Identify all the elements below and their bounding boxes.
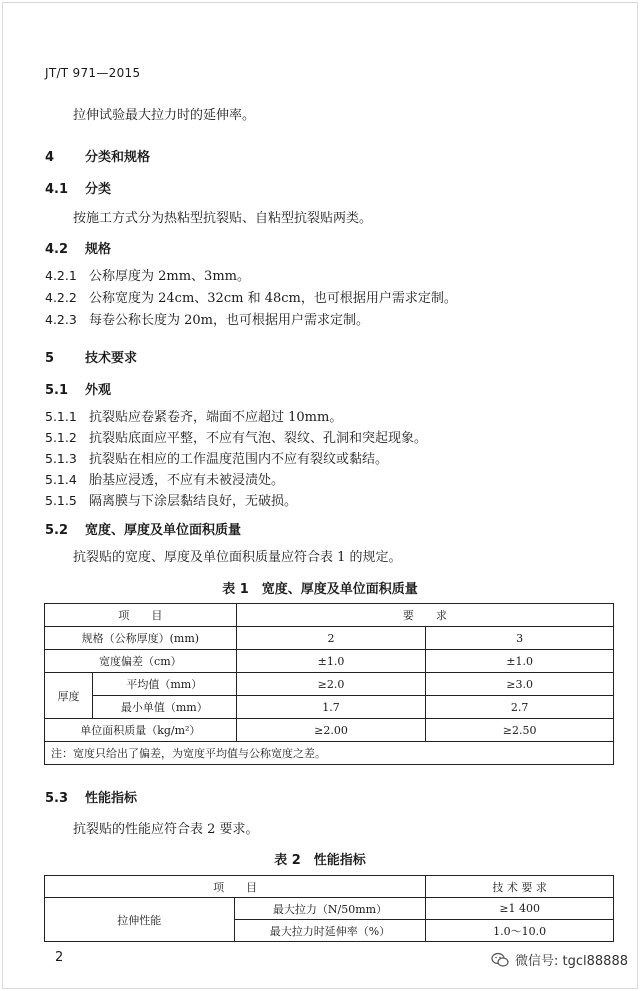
table-1-note: 注：宽度只给出了偏差，为宽度平均值与公称宽度之差。 — [45, 742, 614, 765]
table-2-head-requirement: 技 术 要 求 — [426, 876, 614, 898]
clause-4-2-2: 4.2.2 公称宽度为 24cm、32cm 和 48cm，也可根据用户需求定制。 — [45, 290, 457, 306]
table-1-cell: 3 — [426, 627, 614, 650]
table-2 — [44, 875, 614, 942]
section-5-3-heading: 5.3 性能指标 — [45, 791, 138, 806]
section-5-2-text: 抗裂贴的宽度、厚度及单位面积质量应符合表 1 的规定。 — [73, 550, 402, 565]
section-5-3-text: 抗裂贴的性能应符合表 2 要求。 — [73, 822, 259, 837]
table-1-min-label: 最小单值（mm） — [92, 696, 236, 719]
table-1-width-label: 宽度偏差（cm） — [45, 650, 237, 673]
table-1-thickness-label: 厚度 — [45, 673, 93, 719]
table-1-avg-label: 平均值（mm） — [92, 673, 236, 696]
table-1-head-item: 项 目 — [45, 604, 237, 627]
clause-4-2-3: 4.2.3 每卷公称长度为 20m，也可根据用户需求定制。 — [45, 312, 370, 328]
clause-5-1-1: 5.1.1 抗裂贴应卷紧卷齐，端面不应超过 10mm。 — [45, 409, 343, 425]
table-2-head-item: 项 目 — [45, 876, 426, 898]
table-1-head-requirement: 要 求 — [236, 604, 613, 627]
table-2-elongation-label: 最大拉力时延伸率（%） — [234, 920, 426, 942]
page-number: 2 — [55, 950, 64, 965]
clause-5-1-2: 5.1.2 抗裂贴底面应平整，不应有气泡、裂纹、孔洞和突起现象。 — [45, 430, 428, 446]
section-5-1-heading: 5.1 外观 — [45, 383, 112, 398]
table-2-force-label: 最大拉力（N/50mm） — [234, 898, 426, 920]
table-2-caption: 表 2 性能指标 — [274, 853, 366, 868]
table-1-cell: 2 — [236, 627, 426, 650]
table-1-spec-label: 规格（公称厚度）(mm) — [45, 627, 237, 650]
table-1-cell: ≥2.50 — [426, 719, 614, 742]
table-1-caption: 表 1 宽度、厚度及单位面积质量 — [222, 582, 418, 597]
table-1-cell: 2.7 — [426, 696, 614, 719]
table-1-cell: 1.7 — [236, 696, 426, 719]
clause-4-2-1: 4.2.1 公称厚度为 2mm、3mm。 — [45, 268, 250, 284]
clause-5-1-3: 5.1.3 抗裂贴在相应的工作温度范围内不应有裂纹或黏结。 — [45, 451, 389, 467]
section-4-2-heading: 4.2 规格 — [45, 242, 112, 257]
table-2-cell: 1.0～10.0 — [426, 920, 614, 942]
table-1 — [44, 603, 614, 765]
wechat-icon — [491, 952, 509, 968]
table-1-cell: ±1.0 — [236, 650, 426, 673]
clause-5-1-5: 5.1.5 隔离膜与下涂层黏结良好，无破损。 — [45, 493, 298, 509]
table-2-cell: ≥1 400 — [426, 898, 614, 920]
section-4-heading: 4 分类和规格 — [45, 150, 151, 165]
clause-5-1-4: 5.1.4 胎基应浸透，不应有未被浸渍处。 — [45, 472, 285, 488]
section-5-heading: 5 技术要求 — [45, 351, 138, 366]
table-1-cell: ≥3.0 — [426, 673, 614, 696]
section-4-1-heading: 4.1 分类 — [45, 182, 112, 197]
watermark — [491, 950, 628, 969]
section-5-2-heading: 5.2 宽度、厚度及单位面积质量 — [45, 523, 242, 538]
paragraph-continuation: 拉伸试验最大拉力时的延伸率。 — [73, 108, 256, 123]
table-1-mass-label: 单位面积质量（kg/m²） — [45, 719, 237, 742]
table-1-cell: ±1.0 — [426, 650, 614, 673]
section-4-1-text: 按施工方式分为热粘型抗裂贴、自粘型抗裂贴两类。 — [73, 211, 373, 226]
table-1-cell: ≥2.00 — [236, 719, 426, 742]
table-2-tensile-label: 拉伸性能 — [45, 898, 235, 942]
standard-header: JT/T 971—2015 — [45, 66, 141, 80]
table-1-cell: ≥2.0 — [236, 673, 426, 696]
watermark-text: 微信号: tgcl88888 — [515, 954, 628, 969]
